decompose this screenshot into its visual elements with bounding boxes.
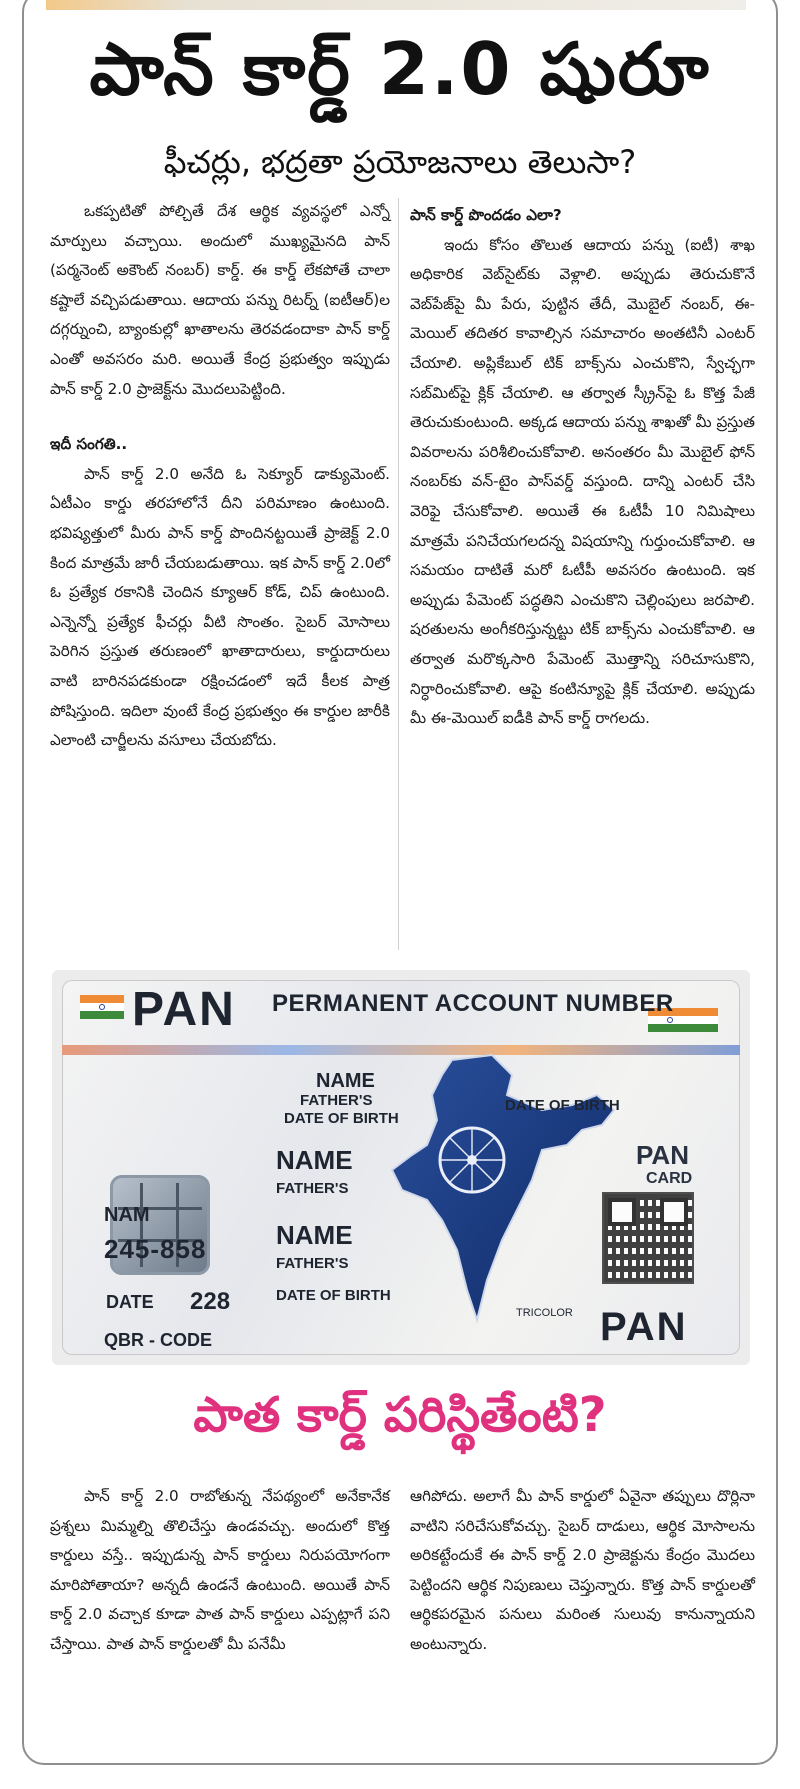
card-pan-bottom: PAN bbox=[600, 1305, 688, 1349]
bottom-right-paragraph: ఆగిపోదు. అలాగే మీ పాన్ కార్డులో ఏవైనా తప్పులు దొర్లినా వాటిని సరిచేసుకోవచ్చు. సైబర్ దాడులు, ఆర్థిక మోసాలను అరికట్టేందుకే ఈ పాన్ కార్డ్ 2.0 ప్రాజెక్టును కేంద్రం మొదలు పెట్టిందని ఆర్థిక నిపుణులు చెప్తున్నారు. కొత్త పాన్ కార్డులతో ఆర్థికపరమైన పనులు మరింత సులువు కానున్నాయని అంటున్నారు. bbox=[410, 1487, 755, 1653]
card-card-label: CARD bbox=[646, 1170, 693, 1187]
card-pan-left: PAN bbox=[132, 983, 236, 1036]
card-fathers-top: FATHER'S bbox=[300, 1092, 373, 1109]
card-title: PERMANENT ACCOUNT NUMBER bbox=[272, 990, 674, 1017]
card-nam: NAM bbox=[104, 1204, 150, 1226]
card-fathers-low: FATHER'S bbox=[276, 1255, 349, 1272]
headline: పాన్ కార్డ్ 2.0 షురూ bbox=[89, 27, 711, 111]
card-qr-code-label: QBR - CODE bbox=[104, 1330, 212, 1350]
subheadline: ఫీచర్లు, భద్రతా ప్రయోజనాలు తెలుసా? bbox=[163, 143, 637, 181]
bottom-left-column bbox=[50, 1482, 390, 1660]
intro-paragraph: ఒకప్పటితో పోల్చితే దేశ ఆర్థిక వ్యవస్థలో ఎన్నో మార్పులు వచ్చాయి. అందులో ముఖ్యమైనది పాన్ (పర్మనెంట్ అకౌంట్ నంబర్) కార్డ్. ఈ కార్డ్ లేకపోతే చాలా కష్టాలే వచ్చిపడుతాయి. ఆదాయ పన్ను రిటర్న్ (ఐటీఆర్)ల దగ్గర్నుంచి, బ్యాంకుల్లో ఖాతాలను తెరవడందాకా పాన్ కార్డ్ ఎంతో అవసరం మరి. అయితే కేంద్ర ప్రభుత్వం ఇప్పుడు పాన్ కార్డ్ 2.0 ప్రాజెక్ట్‌ను మొదలుపెట్టింది. bbox=[50, 202, 390, 398]
column-divider bbox=[398, 198, 399, 950]
left-heading: ఇదీ సంగతి.. bbox=[50, 435, 128, 454]
card-name-low: NAME bbox=[276, 1220, 353, 1250]
top-image-strip bbox=[46, 0, 746, 10]
right-column bbox=[410, 197, 755, 734]
bottom-left-paragraph: పాన్ కార్డ్ 2.0 రాబోతున్న నేపథ్యంలో అనేకానేక ప్రశ్నలు మిమ్మల్ని తొలిచేస్తు ఉండవచ్చు. అందులో కొత్త కార్డులు వస్తే.. ఇప్పుడున్న పాన్ కార్డులు నిరుపయోగంగా మారిపోతాయా? అన్నదీ ఉండనే ఉంటుంది. అయితే పాన్ కార్డ్ 2.0 వచ్చాక కూడా పాత పాన్ కార్డులు ఎప్పట్లాగే పని చేస్తాయి. పాత పాన్ కార్డులతో మీ పనేమీ bbox=[50, 1487, 390, 1653]
card-name-top: NAME bbox=[316, 1070, 375, 1092]
card-fathers-mid: FATHER'S bbox=[276, 1180, 349, 1197]
card-name-mid: NAME bbox=[276, 1145, 353, 1175]
right-heading: పాన్ కార్డ్ పొందడం ఎలా? bbox=[410, 206, 562, 224]
card-date-num: 228 bbox=[190, 1288, 231, 1315]
india-map-icon bbox=[382, 1050, 622, 1340]
bottom-right-column bbox=[410, 1482, 755, 1660]
card-tricolor: TRICOLOR bbox=[516, 1307, 573, 1319]
right-body-paragraph: ఇందు కోసం తొలుత ఆదాయ పన్ను (ఐటీ) శాఖ అధికారిక వెబ్‌సైట్‌కు వెళ్లాలి. అప్పుడు తెరుచుకొనే వెబ్‌పేజ్‌పై మీ పేరు, పుట్టిన తేదీ, మొబైల్ నంబర్, ఈ-మెయిల్ తదితర కావాల్సిన సమాచారం అంతటినీ ఎంటర్ చేయాలి. అప్లికేబుల్ టిక్ బాక్స్‌ను ఎంచుకొని, స్వేచ్ఛగా సబ్‌మిట్‌పై క్లిక్ చేయాలి. ఆ తర్వాత స్క్రీన్‌పై ఓ కొత్త పేజీ తెరుచుకుంటుంది. అక్కడ ఆదాయ పన్ను శాఖతో మీ ప్రస్తుత వివరాలను పరిశీలించుకోవాలి. అనంతరం మీ మొబైల్ ఫోన్ నంబర్‌కు వన్-టైం పాస్‌వర్డ్ వస్తుంది. దాన్ని ఎంటర్ చేసి వెరిఫై చేసుకోవాలి. అయితే ఈ ఓటీపీ 10 నిమిషాలు మాత్రమే పనిచేయగలదన్న విషయాన్ని గుర్తుంచుకోవాలి. ఆ సమయం దాటితే మరో ఓటీపీ అవసరం ఉంటుంది. ఇక అప్పుడు పేమెంట్ పద్ధతిని ఎంచుకొని చెల్లింపులు జరపాలి. షరతులను అంగీకరిస్తున్నట్టు టిక్ బాక్స్‌ను ఎంచుకోవాలి. ఆ తర్వాత మరొక్కసారి పేమెంట్ మొత్తాన్ని సరిచూసుకొని, నిర్ధారించుకోవాలి. ఆపై కంటిన్యూపై క్లిక్ చేయాలి. అప్పుడు మీ ఈ-మెయిల్ ఐడీకి పాన్ కార్డ్ రాగలదు. bbox=[410, 235, 755, 728]
card-date: DATE bbox=[106, 1292, 154, 1312]
india-flag-icon bbox=[80, 995, 124, 1019]
card-number: 245-858 bbox=[104, 1234, 207, 1264]
left-column bbox=[50, 197, 390, 756]
card-dob-low: DATE OF BIRTH bbox=[276, 1287, 391, 1304]
card-dob-top: DATE OF BIRTH bbox=[284, 1110, 399, 1127]
section-title: పాత కార్డ్ పరిస్థితేంటి? bbox=[193, 1387, 607, 1443]
card-pan-label: PAN bbox=[636, 1140, 689, 1170]
card-dob-right: DATE OF BIRTH bbox=[505, 1097, 620, 1114]
qr-code-icon bbox=[600, 1188, 696, 1288]
left-body-paragraph: పాన్ కార్డ్ 2.0 అనేది ఓ సెక్యూర్ డాక్యుమెంట్. ఏటీఎం కార్డు తరహాలోనే దీని పరిమాణం ఉంటుంది. భవిష్యత్తులో మీరు పాన్ కార్డ్ పొందినట్టయితే ప్రాజెక్ట్ 2.0 కింద మాత్రమే జారీ చేయబడుతాయి. ఇక పాన్ కార్డ్ 2.0లో ఓ ప్రత్యేక రకానికి చెందిన క్యూఆర్ కోడ్, చిప్ ఉంటుంది. ఎన్నెన్నో ప్రత్యేక ఫీచర్లు వీటి సొంతం. సైబర్ మోసాలు పెరిగిన ప్రస్తుత తరుణంలో ఖాతాదారులు, కార్డుదారులు వాటి బారినపడకుండా రక్షించడంలో ఇదే కీలక పాత్ర పోషిస్తుంది. ఇదిలా వుంటే కేంద్ర ప్రభుత్వం ఈ కార్డుల జారీకి ఎలాంటి చార్జీలను వసూలు చేయబోదు. bbox=[50, 464, 390, 750]
